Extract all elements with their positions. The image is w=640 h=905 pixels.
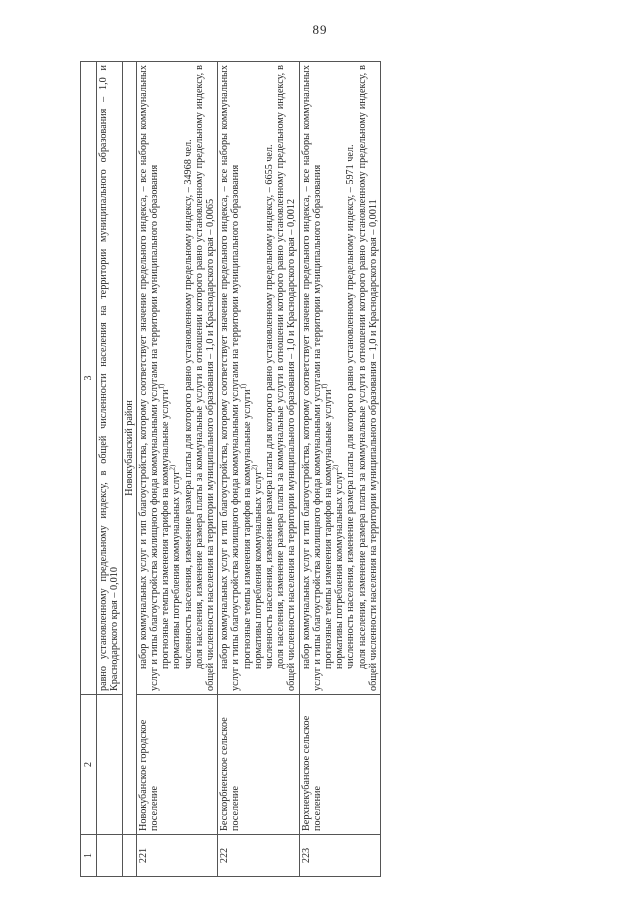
row-description: набор коммунальных услуг и тип благоустройства, которому соответствует значение предельного индекса, – все наборы коммунальных услуг и типы благоустройства жилищного фонда коммунальными услугами на территории муниципального образования прогнозные темпы изменения тарифов на коммунальные услуги$^{1)}$ нормативы потребления коммунальных услуг$^{2)}$ численность населения, изменение размера платы для которого равно установленному предельному индексу, – 5971 чел. доля населения, изменение размера платы за коммунальные услуги в отношении которого равно установленному предельному индексу, в общей численности населения на территории муниципального образования – 1,0 и Краснодарского края – 0,0011 (299, 62, 380, 695)
municipality-name: Бесскорбненское сельское поселение (218, 695, 299, 835)
rotated-table-container (80, 62, 560, 877)
municipality-name: Верхнекубанское сельское поселение (299, 695, 380, 835)
region-title: Новокубанский район (122, 62, 136, 835)
row-number: 222 (218, 835, 299, 877)
row-description: набор коммунальных услуг и тип благоустройства, которому соответствует значение предельного индекса, – все наборы коммунальных услуг и типы благоустройства жилищного фонда коммунальными услугами на территории муниципального образования прогнозные темпы изменения тарифов на коммунальные услуги$^{1)}$ нормативы потребления коммунальных услуг$^{2)}$ численность населения, изменение размера платы для которого равно установленному предельному индексу, – 34968 чел. доля населения, изменение размера платы за коммунальные услуги в отношении которого равно установленному предельному индексу, в общей численности населения на территории муниципального образования – 1,0 и Краснодарского края – 0,0065 (136, 62, 217, 695)
table-row (218, 62, 299, 877)
header-row (81, 62, 97, 877)
page-number: 89 (312, 22, 328, 37)
header-col-3: 3 (81, 62, 97, 695)
row-number: 223 (299, 835, 380, 877)
continuation-row (97, 62, 122, 877)
data-table (80, 61, 381, 877)
table-row (136, 62, 217, 877)
row-description: набор коммунальных услуг и тип благоустройства, которому соответствует значение предельного индекса, – все наборы коммунальных услуг и типы благоустройства жилищного фонда коммунальными услугами на территории муниципального образования прогнозные темпы изменения тарифов на коммунальные услуги$^{1)}$ нормативы потребления коммунальных услуг$^{2)}$ численность населения, изменение размера платы для которого равно установленному предельному индексу, – 6655 чел. доля населения, изменение размера платы за коммунальные услуги в отношении которого равно установленному предельному индексу, в общей численности населения на территории муниципального образования – 1,0 и Краснодарского края – 0,0012 (218, 62, 299, 695)
region-row (122, 62, 136, 877)
municipality-name: Новокубанское городское поселение (136, 695, 217, 835)
header-col-2: 2 (81, 695, 97, 835)
row-number: 221 (136, 835, 217, 877)
header-col-1: 1 (81, 835, 97, 877)
continuation-text: равно установленному предельному индексу, в общей численности населения на территории муниципального образования – 1,0 и Краснодарского края – 0,010 (98, 65, 121, 691)
table-row (299, 62, 380, 877)
